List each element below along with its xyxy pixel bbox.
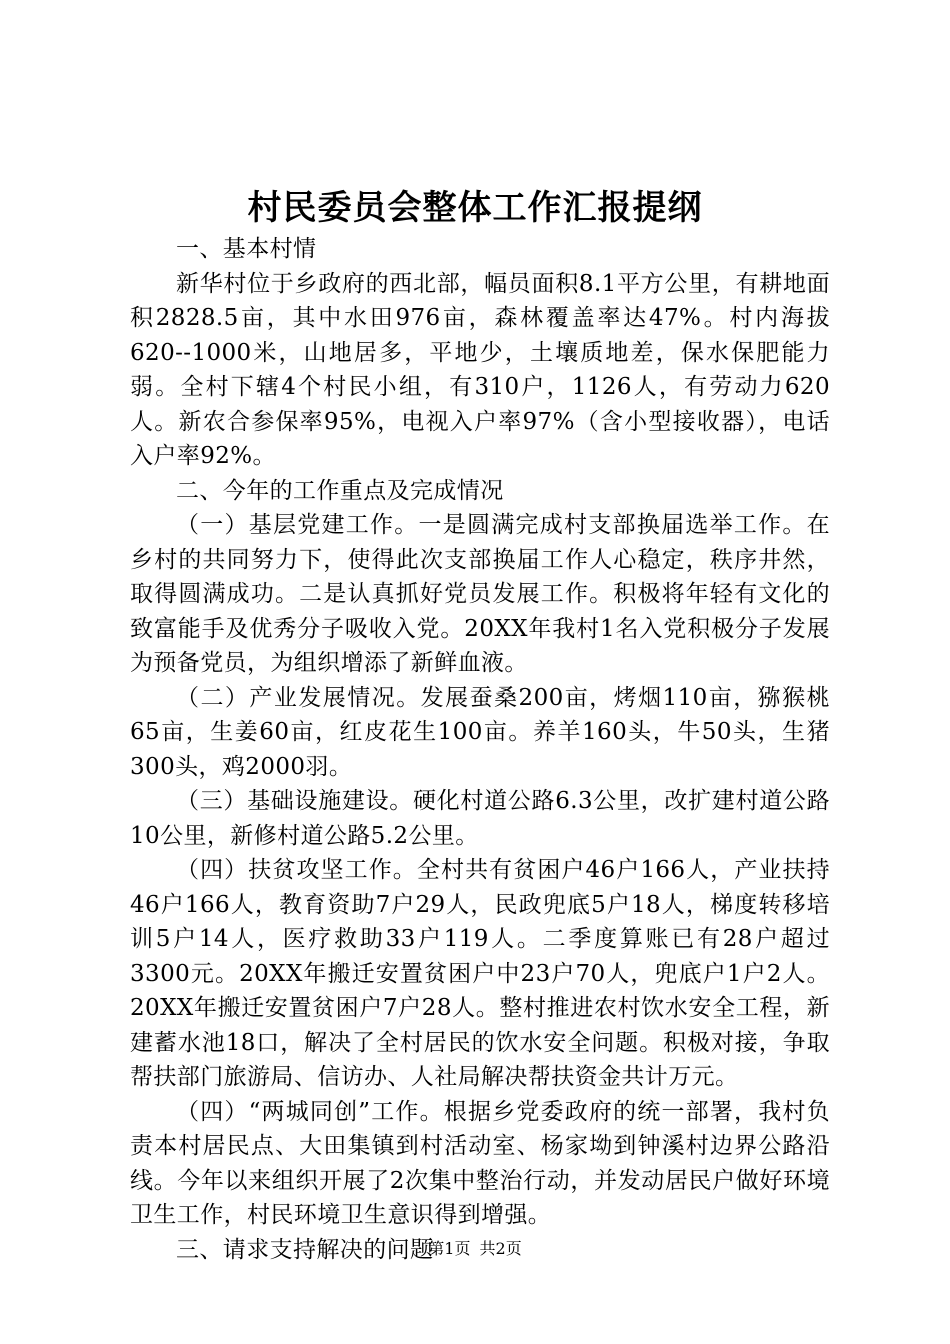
paragraph-party-building: （一）基层党建工作。一是圆满完成村支部换届选举工作。在乡村的共同努力下，使得此次支部换届工作人心稳定，秩序井然，取得圆满成功。二是认真抓好党员发展工作。积极将年轻有文化的致富能手及优秀分子吸收入党。20XX年我村1名入党积极分子发展为预备党员，为组织增添了新鲜血液。	[130, 512, 830, 676]
section-heading-work-focus: 二、今年的工作重点及完成情况	[176, 477, 504, 504]
section-heading-basic-info: 一、基本村情	[176, 236, 317, 262]
paragraph-two-cities: （四）“两城同创”工作。根据乡党委政府的统一部署，我村负责本村居民点、大田集镇到村活动室、杨家坳到钟溪村边界公路沿线。今年以来组织开展了2次集中整治行动，并发动居民户做好环境卫生工作，村民环境卫生意识得到增强。	[130, 1098, 830, 1228]
document-body	[130, 232, 830, 1267]
page-number-total: 共2页	[479, 1239, 522, 1258]
page-number-current: 第1页	[428, 1239, 471, 1258]
paragraph-basic-info: 新华村位于乡政府的西北部，幅员面积8.1平方公里，有耕地面积2828.5亩，其中水田976亩，森林覆盖率达47%。村内海拔620--1000米，山地居多，平地少，土壤质地差，保水保肥能力弱。全村下辖4个村民小组，有310户，1126人，有劳动力620人。新农合参保率95%，电视入户率97%（含小型接收器），电话入户率92%。	[130, 270, 830, 469]
paragraph-industry-development: （二）产业发展情况。发展蚕桑200亩，烤烟110亩，猕猴桃65亩，生姜60亩，红皮花生100亩。养羊160头，牛50头，生猪300头，鸡2000羽。	[130, 684, 830, 780]
page-footer	[0, 1238, 950, 1260]
paragraph-infrastructure: （三）基础设施建设。硬化村道公路6.3公里，改扩建村道公路10公里，新修村道公路5.2公里。	[130, 788, 830, 849]
paragraph-poverty-alleviation: （四）扶贫攻坚工作。全村共有贫困户46户166人，产业扶持46户166人，教育资助7户29人，民政兜底5户18人，梯度转移培训5户14人，医疗救助33户119人。二季度算账已有28户超过3300元。20XX年搬迁安置贫困户中23户70人，兜底户1户2人。20XX年搬迁安置贫困户7户28人。整村推进农村饮水安全工程，新建蓄水池18口，解决了全村居民的饮水安全问题。积极对接，争取帮扶部门旅游局、信访办、人社局解决帮扶资金共计万元。	[130, 857, 830, 1090]
document-title: 村民委员会整体工作汇报提纲	[247, 188, 703, 228]
section-heading-support-requests: 三、请求支持解决的问题	[176, 1236, 434, 1263]
